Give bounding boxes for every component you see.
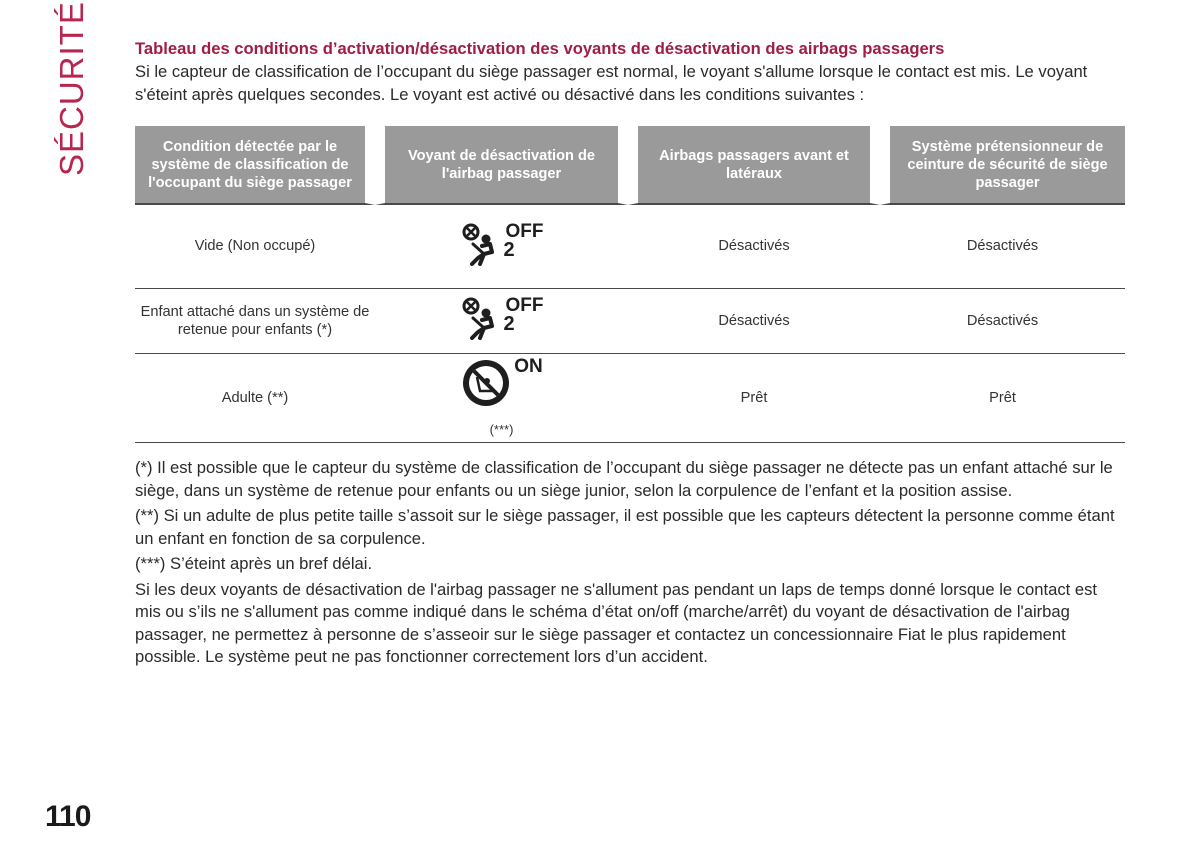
pretensioner-cell: Désactivés [880, 205, 1125, 289]
airbag-off-icon [460, 296, 504, 340]
section-side-label: SÉCURITÉ [53, 1, 90, 176]
footnote-triple-star: (***) S’éteint après un bref délai. [135, 554, 373, 573]
airbag-off-icon [460, 222, 504, 266]
condition-cell: Adulte (**) [135, 354, 375, 443]
lamp-cell [375, 289, 628, 354]
lamp-state: ON [514, 356, 543, 377]
lamp-footnote-marker: (***) [489, 421, 514, 437]
intro-paragraph: Si le capteur de classification de l’occupant du siège passager est normal, le voyant s'allume lorsque le contact est mis. Le voyant s'éteint après quelques secondes. Le voyant est activé ou désactivé dans les conditions suivantes : [135, 62, 1088, 104]
lamp-number: 2 [503, 238, 515, 261]
lamp-number: 2 [503, 313, 515, 336]
child-seat-on-lamp [460, 357, 543, 409]
pretensioner-cell: Prêt [880, 354, 1125, 443]
footnote-double-star: (**) Si un adulte de plus petite taille s’assoit sur le siège passager, il est possible que les capteurs détectent la personne comme étant un enfant en fonction de sa corpulence. [135, 506, 1115, 548]
header-pretensioner: Système prétensionneur de ceinture de sécurité de siège passager [880, 126, 1125, 205]
page-number: 110 [45, 800, 91, 833]
airbags-cell: Prêt [628, 354, 880, 443]
airbag-off-lamp [460, 296, 544, 340]
condition-cell: Vide (Non occupé) [135, 205, 375, 289]
child-seat-prohibited-icon [460, 357, 512, 409]
lamp-cell [375, 354, 628, 443]
header-lamp: Voyant de désactivation de l'airbag passager [375, 126, 628, 205]
section-title: Tableau des conditions d’activation/désactivation des voyants de désactivation des airbags passagers [135, 39, 945, 58]
table-header-row [135, 126, 1125, 205]
lamp-cell [375, 205, 628, 289]
condition-cell: Enfant attaché dans un système de retenue pour enfants (*) [135, 289, 375, 354]
airbag-off-lamp [460, 222, 544, 266]
table-row [135, 289, 1125, 354]
lamp-state: OFF [505, 295, 544, 317]
airbag-conditions-table [135, 126, 1125, 443]
table-row [135, 205, 1125, 289]
page-content [135, 38, 1125, 672]
pretensioner-cell: Désactivés [880, 289, 1125, 354]
footnote-single-star: (*) Il est possible que le capteur du système de classification de l’occupant du siège passager ne détecte pas un enfant attaché sur le siège, dans un système de retenue pour enfants ou un siège junior, selon la corpulence de l’enfant et la position assise. [135, 458, 1113, 500]
airbags-cell: Désactivés [628, 205, 880, 289]
notes-section [135, 457, 1125, 669]
header-condition: Condition détectée par le système de classification de l'occupant du siège passager [135, 126, 375, 205]
warning-paragraph: Si les deux voyants de désactivation de l'airbag passager ne s'allument pas pendant un laps de temps donné lorsque le contact est mis ou s’ils ne s'allument pas comme indiqué dans le schéma d’état on/off (marche/arrêt) du voyant de désactivation de l'airbag passager, ne permettez à personne de s’asseoir sur le siège passager et contactez un concessionnaire Fiat le plus rapidement possible. Le système peut ne pas fonctionner correctement lors d’un accident. [135, 579, 1098, 666]
lamp-state: OFF [505, 220, 544, 242]
airbags-cell: Désactivés [628, 289, 880, 354]
header-airbags: Airbags passagers avant et latéraux [628, 126, 880, 205]
table-row [135, 354, 1125, 443]
